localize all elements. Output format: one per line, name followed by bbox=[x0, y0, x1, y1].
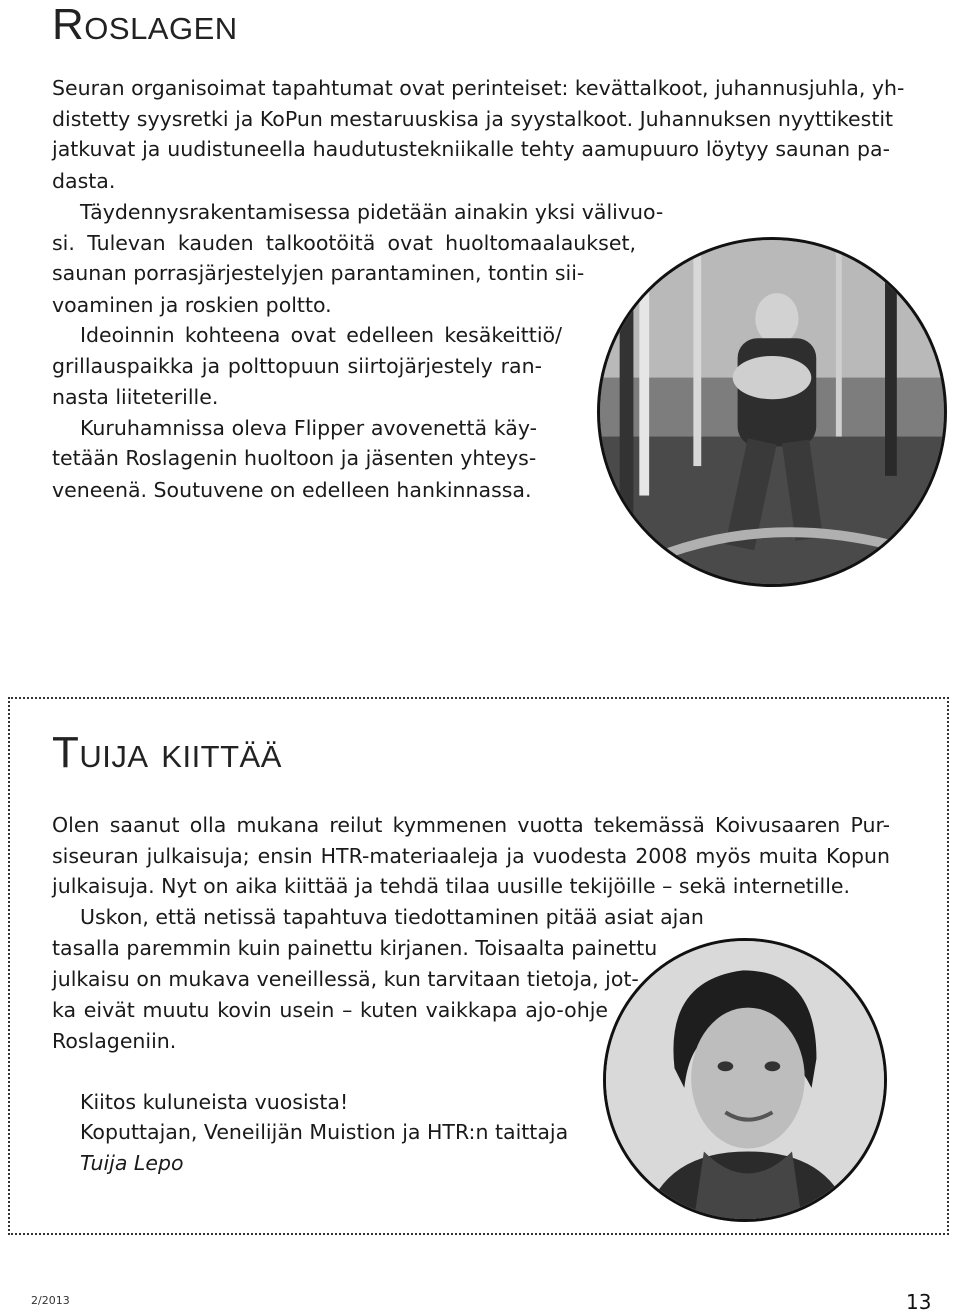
tuija-signature: Tuija Lepo bbox=[80, 1151, 184, 1175]
roslagen-line: jatkuvat ja uudistuneella haudutustekniikalle tehty aamupuuro löytyy saunan pa- bbox=[52, 137, 890, 161]
roslagen-line: Kuruhamnissa oleva Flipper avovenettä käy- bbox=[80, 416, 537, 440]
tuija-line: Uskon, että netissä tapahtuva tiedottaminen pitää asiat ajan bbox=[80, 905, 704, 929]
forest-illustration bbox=[600, 240, 944, 584]
roslagen-line: nasta liiteterille. bbox=[52, 385, 219, 409]
roslagen-line: Seuran organisoimat tapahtumat ovat perinteiset: kevättalkoot, juhannusjuhla, yh- bbox=[52, 76, 905, 100]
tuija-line: julkaisuja. Nyt on aika kiittää ja tehdä tilaa uusille tekijöille – sekä internetille. bbox=[52, 874, 851, 898]
tuija-thanks-line: Kiitos kuluneista vuosista! bbox=[80, 1090, 349, 1114]
roslagen-line: veneenä. Soutuvene on edelleen hankinnassa. bbox=[52, 478, 532, 502]
tuija-line: julkaisu on mukava veneillessä, kun tarvitaan tietoja, jot- bbox=[52, 967, 639, 991]
roslagen-line: Täydennysrakentamisessa pidetään ainakin yksi välivuo- bbox=[80, 200, 664, 224]
photo-man-in-forest bbox=[597, 237, 947, 587]
tuija-role-line: Koputtajan, Veneilijän Muistion ja HTR:n taittaja bbox=[80, 1120, 569, 1144]
section-title-tuija-kiittaa: Tuija kiittää bbox=[52, 728, 282, 777]
tuija-line: siseuran julkaisuja; ensin HTR-materiaaleja ja vuodesta 2008 myös muita Kopun bbox=[52, 844, 890, 868]
section-title-roslagen: Roslagen bbox=[52, 0, 238, 49]
tuija-line: ka eivät muutu kovin usein – kuten vaikkapa ajo-ohje bbox=[52, 998, 608, 1022]
tuija-line: Olen saanut olla mukana reilut kymmenen vuotta tekemässä Koivusaaren Pur- bbox=[52, 813, 890, 837]
roslagen-line: grillauspaikka ja polttopuun siirtojärjestely ran- bbox=[52, 354, 542, 378]
issue-number: 2/2013 bbox=[31, 1294, 70, 1307]
roslagen-line: voaminen ja roskien poltto. bbox=[52, 293, 332, 317]
portrait-illustration bbox=[606, 941, 884, 1219]
roslagen-line: dasta. bbox=[52, 169, 116, 193]
roslagen-line: distetty syysretki ja KoPun mestaruuskisa ja syystalkoot. Juhannuksen nyyttikestit bbox=[52, 107, 894, 131]
roslagen-line: Ideoinnin kohteena ovat edelleen kesäkeittiö/ bbox=[80, 323, 562, 347]
tuija-line: tasalla paremmin kuin painettu kirjanen. Toisaalta painettu bbox=[52, 936, 658, 960]
roslagen-line: si. Tulevan kauden talkootöitä ovat huoltomaalaukset, bbox=[52, 231, 636, 255]
photo-portrait-woman bbox=[603, 938, 887, 1222]
page-number: 13 bbox=[906, 1290, 932, 1314]
roslagen-line: saunan porrasjärjestelyjen parantaminen, tontin sii- bbox=[52, 261, 585, 285]
tuija-line: Roslageniin. bbox=[52, 1029, 177, 1053]
roslagen-line: tetään Roslagenin huoltoon ja jäsenten yhteys- bbox=[52, 446, 537, 470]
